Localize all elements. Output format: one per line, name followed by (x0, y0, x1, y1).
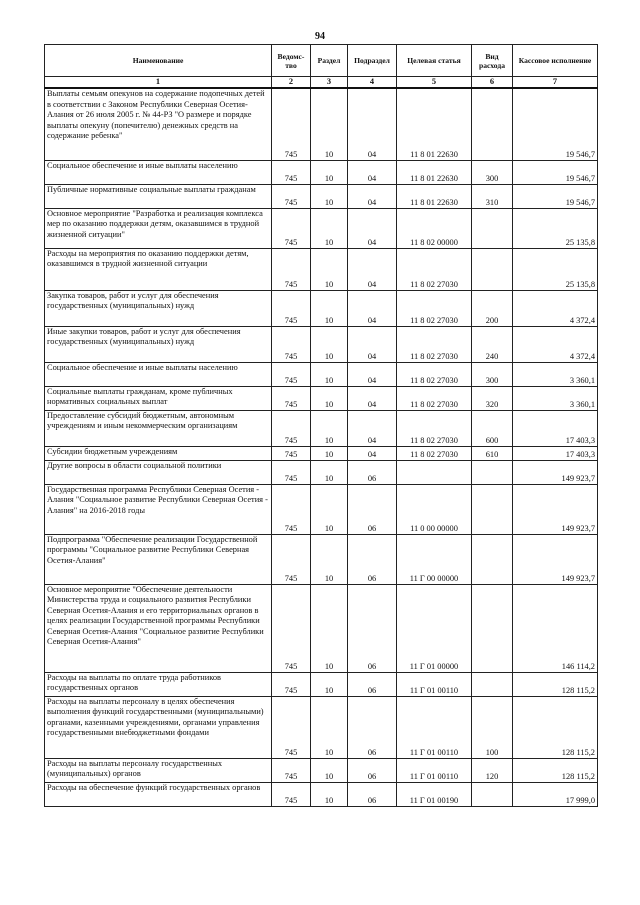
row-type: 600 (472, 410, 513, 446)
column-header-name: Наименование (45, 45, 272, 77)
row-dept: 745 (272, 248, 311, 290)
row-name: Публичные нормативные социальные выплаты гражданам (45, 184, 272, 208)
row-dept: 745 (272, 460, 311, 484)
row-section: 10 (311, 410, 348, 446)
row-section: 10 (311, 584, 348, 672)
row-subsection: 04 (348, 160, 397, 184)
row-target (397, 460, 472, 484)
row-subsection: 06 (348, 782, 397, 806)
row-section: 10 (311, 460, 348, 484)
table-row (45, 696, 598, 758)
row-amount: 149 923,7 (513, 534, 598, 584)
row-section: 10 (311, 208, 348, 248)
row-name: Социальные выплаты гражданам, кроме публичных нормативных социальных выплат (45, 386, 272, 410)
column-header-target: Целевая статья (397, 45, 472, 77)
row-section: 10 (311, 362, 348, 386)
row-amount: 128 115,2 (513, 758, 598, 782)
row-type (472, 248, 513, 290)
table-row (45, 460, 598, 484)
row-amount: 4 372,4 (513, 290, 598, 326)
row-type: 100 (472, 696, 513, 758)
row-target: 11 Г 01 00190 (397, 782, 472, 806)
row-target: 11 Г 01 00000 (397, 584, 472, 672)
row-section: 10 (311, 386, 348, 410)
row-subsection: 06 (348, 484, 397, 534)
row-subsection: 04 (348, 446, 397, 460)
row-amount: 25 135,8 (513, 208, 598, 248)
table-row (45, 290, 598, 326)
row-amount: 19 546,7 (513, 160, 598, 184)
table-row (45, 534, 598, 584)
row-name: Расходы на выплаты по оплате труда работников государственных органов (45, 672, 272, 696)
column-index: 3 (311, 77, 348, 89)
row-dept: 745 (272, 782, 311, 806)
budget-table (44, 44, 598, 807)
row-name: Расходы на выплаты персоналу государственных (муниципальных) органов (45, 758, 272, 782)
row-name: Основное мероприятие "Обеспечение деятельности Министерства труда и социального развития Республики Северная Осетия-Алания и его территориальных органов в целях реализации Государственной программы Республики Северная Осетия-Алания "Социальное развитие Республики Северная Осетия-Алания" (45, 584, 272, 672)
row-amount: 146 114,2 (513, 584, 598, 672)
table-row (45, 88, 598, 160)
row-amount: 128 115,2 (513, 696, 598, 758)
row-target: 11 8 02 27030 (397, 290, 472, 326)
row-subsection: 04 (348, 184, 397, 208)
row-name: Подпрограмма "Обеспечение реализации Государственной программы "Социальное развитие Республики Северная Осетия-Алания" (45, 534, 272, 584)
column-header-amount: Кассовое исполнение (513, 45, 598, 77)
row-subsection: 06 (348, 672, 397, 696)
table-row (45, 782, 598, 806)
row-dept: 745 (272, 446, 311, 460)
row-target: 11 8 02 27030 (397, 326, 472, 362)
row-target: 11 Г 01 00110 (397, 696, 472, 758)
row-dept: 745 (272, 758, 311, 782)
row-dept: 745 (272, 208, 311, 248)
row-name: Основное мероприятие "Разработка и реализация комплекса мер по оказанию поддержки детям, оказавшимся в трудной жизненной ситуации" (45, 208, 272, 248)
row-section: 10 (311, 160, 348, 184)
row-target: 11 8 02 27030 (397, 362, 472, 386)
column-header-section: Раздел (311, 45, 348, 77)
table-row (45, 446, 598, 460)
row-subsection: 06 (348, 758, 397, 782)
row-name: Предоставление субсидий бюджетным, автономным учреждениям и иным некоммерческим организациям (45, 410, 272, 446)
row-name: Социальное обеспечение и иные выплаты населению (45, 160, 272, 184)
row-section: 10 (311, 88, 348, 160)
row-type (472, 672, 513, 696)
row-amount: 17 403,3 (513, 410, 598, 446)
column-index: 6 (472, 77, 513, 89)
row-subsection: 06 (348, 584, 397, 672)
row-name: Закупка товаров, работ и услуг для обеспечения государственных (муниципальных) нужд (45, 290, 272, 326)
row-name: Расходы на обеспечение функций государственных органов (45, 782, 272, 806)
row-type: 300 (472, 160, 513, 184)
row-amount: 149 923,7 (513, 484, 598, 534)
row-dept: 745 (272, 584, 311, 672)
table-row (45, 248, 598, 290)
row-name: Другие вопросы в области социальной политики (45, 460, 272, 484)
row-amount: 19 546,7 (513, 184, 598, 208)
table-row (45, 208, 598, 248)
column-index: 4 (348, 77, 397, 89)
row-name: Иные закупки товаров, работ и услуг для обеспечения государственных (муниципальных) нужд (45, 326, 272, 362)
row-section: 10 (311, 534, 348, 584)
row-name: Социальное обеспечение и иные выплаты населению (45, 362, 272, 386)
row-type: 610 (472, 446, 513, 460)
column-header-type: Вид расхода (472, 45, 513, 77)
table-row (45, 410, 598, 446)
row-amount: 149 923,7 (513, 460, 598, 484)
row-section: 10 (311, 696, 348, 758)
row-amount: 17 403,3 (513, 446, 598, 460)
row-target: 11 8 02 27030 (397, 386, 472, 410)
row-subsection: 04 (348, 386, 397, 410)
row-type: 200 (472, 290, 513, 326)
row-target: 11 8 02 00000 (397, 208, 472, 248)
row-dept: 745 (272, 88, 311, 160)
row-type (472, 782, 513, 806)
row-amount: 25 135,8 (513, 248, 598, 290)
row-subsection: 04 (348, 290, 397, 326)
column-header-subsection: Подраздел (348, 45, 397, 77)
row-type: 310 (472, 184, 513, 208)
row-type: 320 (472, 386, 513, 410)
row-section: 10 (311, 290, 348, 326)
row-name: Расходы на мероприятия по оказанию поддержки детям, оказавшимся в трудной жизненной ситуации (45, 248, 272, 290)
row-amount: 19 546,7 (513, 88, 598, 160)
table-row (45, 672, 598, 696)
row-subsection: 06 (348, 534, 397, 584)
row-type (472, 584, 513, 672)
row-dept: 745 (272, 290, 311, 326)
row-dept: 745 (272, 410, 311, 446)
column-index: 1 (45, 77, 272, 89)
row-dept: 745 (272, 534, 311, 584)
column-index-row (45, 77, 598, 89)
row-name: Государственная программа Республики Северная Осетия - Алания "Социальное развитие Республики Северная Осетия - Алания" на 2016-2018 годы (45, 484, 272, 534)
table-body (45, 88, 598, 806)
table-row (45, 758, 598, 782)
row-subsection: 04 (348, 326, 397, 362)
row-section: 10 (311, 248, 348, 290)
row-target: 11 8 01 22630 (397, 160, 472, 184)
column-index: 5 (397, 77, 472, 89)
row-name: Выплаты семьям опекунов на содержание подопечных детей в соответствии с Законом Республики Северная Осетия-Алания от 26 июля 2005 г. № 44-РЗ "О размере и порядке выплаты опекуну (попечителю) денежных средств на содержание ребенка" (45, 88, 272, 160)
table-row (45, 160, 598, 184)
row-dept: 745 (272, 386, 311, 410)
row-subsection: 04 (348, 248, 397, 290)
row-target: 11 Г 01 00110 (397, 672, 472, 696)
row-dept: 745 (272, 160, 311, 184)
row-dept: 745 (272, 696, 311, 758)
row-dept: 745 (272, 362, 311, 386)
row-amount: 4 372,4 (513, 326, 598, 362)
row-amount: 3 360,1 (513, 386, 598, 410)
table-row (45, 584, 598, 672)
row-type: 240 (472, 326, 513, 362)
table-row (45, 386, 598, 410)
row-subsection: 06 (348, 460, 397, 484)
row-type: 120 (472, 758, 513, 782)
row-amount: 17 999,0 (513, 782, 598, 806)
row-section: 10 (311, 326, 348, 362)
row-type (472, 88, 513, 160)
row-target: 11 Г 01 00110 (397, 758, 472, 782)
row-section: 10 (311, 484, 348, 534)
row-target: 11 8 01 22630 (397, 88, 472, 160)
table-row (45, 362, 598, 386)
row-subsection: 04 (348, 208, 397, 248)
row-target: 11 Г 00 00000 (397, 534, 472, 584)
row-dept: 745 (272, 484, 311, 534)
row-dept: 745 (272, 326, 311, 362)
row-section: 10 (311, 184, 348, 208)
row-subsection: 04 (348, 362, 397, 386)
row-subsection: 06 (348, 696, 397, 758)
table-header (45, 45, 598, 77)
row-target: 11 8 02 27030 (397, 410, 472, 446)
table-row (45, 484, 598, 534)
row-type (472, 484, 513, 534)
page-number: 94 (315, 31, 325, 42)
row-target: 11 8 02 27030 (397, 446, 472, 460)
row-amount: 3 360,1 (513, 362, 598, 386)
row-target: 11 0 00 00000 (397, 484, 472, 534)
row-section: 10 (311, 446, 348, 460)
row-type (472, 460, 513, 484)
row-type (472, 208, 513, 248)
row-name: Расходы на выплаты персоналу в целях обеспечения выполнения функций государственными (муниципальными) органами, казенными учреждениями, органами управления государственными внебюджетными фондами (45, 696, 272, 758)
row-subsection: 04 (348, 410, 397, 446)
row-target: 11 8 01 22630 (397, 184, 472, 208)
row-section: 10 (311, 672, 348, 696)
row-dept: 745 (272, 672, 311, 696)
row-name: Субсидии бюджетным учреждениям (45, 446, 272, 460)
column-index: 7 (513, 77, 598, 89)
column-index: 2 (272, 77, 311, 89)
row-section: 10 (311, 758, 348, 782)
row-target: 11 8 02 27030 (397, 248, 472, 290)
row-amount: 128 115,2 (513, 672, 598, 696)
column-header-dept: Ведомс-тво (272, 45, 311, 77)
row-section: 10 (311, 782, 348, 806)
table-row (45, 326, 598, 362)
row-type: 300 (472, 362, 513, 386)
table-row (45, 184, 598, 208)
row-subsection: 04 (348, 88, 397, 160)
row-type (472, 534, 513, 584)
row-dept: 745 (272, 184, 311, 208)
